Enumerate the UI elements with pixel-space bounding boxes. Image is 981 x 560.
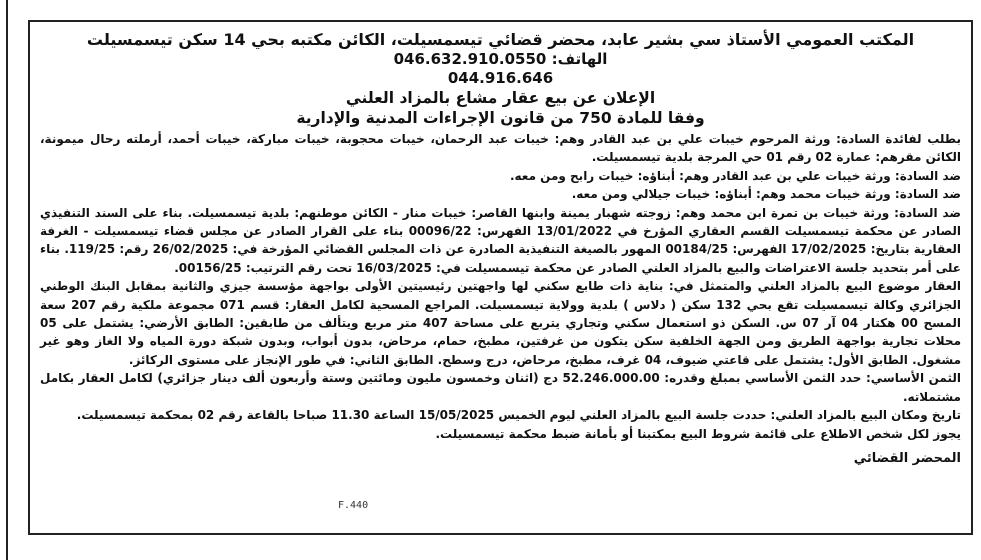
phone-number-2: 044.916.646 — [447, 69, 554, 87]
auction-notice — [28, 20, 973, 535]
phone-number-1: 046.632.910.0550 — [393, 50, 547, 68]
legal-basis: وفقا للمادة 750 من قانون الإجراءات المدنية والإدارية — [296, 109, 705, 127]
paragraph-base-price: الثمن الأساسي: حدد الثمن الأساسي بمبلغ وقدره: 52.246.000.00 دج (اثنان وخمسون مليون ومائتين وستة وأربعون ألف دينار جزائري) لكامل العقار بكامل مشتملاته. — [40, 371, 961, 404]
reference-code: F.440 — [338, 500, 369, 511]
notice-header — [40, 30, 961, 128]
notice-body — [40, 130, 961, 443]
paragraph-consultation: يجوز لكل شخص الاطلاع على قائمة شروط البيع بمكتبنا أو بأمانة ضبط محكمة تيسمسيلت. — [435, 426, 961, 441]
paragraph-defendant-1: ضد السادة: ورثة خيبات علي بن عبد القادر وهم: أبناؤه: خيبات رابح ومن معه. — [509, 168, 961, 183]
signature: المحضر القضائي — [853, 450, 961, 466]
paragraph-sale-date: تاريخ ومكان البيع بالمزاد العلني: حددت جلسة البيع بالمزاد العلني ليوم الخميس 15/05/2025 الساعة 11.30 صباحا بالقاعة رقم 02 بمحكمة تيسمسيلت. — [76, 408, 961, 423]
office-line: المكتب العمومي الأستاذ سي بشير عابد، محضر قضائي تيسمسيلت، الكائن مكتبه بحي 14 سكن تيسمسيلت — [86, 30, 915, 49]
paragraph-claimants: بطلب لفائدة السادة: ورثة المرحوم خيبات علي بن عبد القادر وهم: خيبات عبد الرحمان، خيبات محجوبة، خيبات مباركة، خيبات أحمد، أرملته رحال ميمونة، الكائن مقرهم: عمارة 02 رقم 01 حي المرجة بلدية تيسمسيلت. — [40, 132, 961, 165]
column-divider — [6, 0, 8, 560]
phone-line — [40, 50, 961, 69]
phone-label: الهاتف: — [551, 50, 608, 68]
notice-title: الإعلان عن بيع عقار مشاع بالمزاد العلني — [345, 89, 656, 107]
paragraph-defendant-3: ضد السادة: ورثة خيبات بن تمرة ابن محمد وهم: زوجته شهبار يمينة وابنها القاصر: خيبات منار - الكائن موطنهم: بلدية تيسمسيلت. بناء على السند التنفيذي الصادر عن محكمة تيسمسيلت القسم العقاري المؤرخ في 13/01/2022 الفهرس: 00096/22 بناء على القرار الصادر عن مجلس قضاء تيسمسيلت - الغرفة العقارية بتاريخ: 17/02/2025 الفهرس: 00184/25 المهور بالصيغة التنفيذية الصادرة عن ذات المجلس القضائي المؤرخة في: 26/02/2025 رقم: 119/25. بناء على أمر بتحديد جلسة الاعتراضات والبيع بالمزاد العلني الصادر عن محكمة تيسمسيلت في: 16/03/2025 تحت رقم الترتيب: 00156/25. — [40, 205, 962, 275]
paragraph-defendant-2: ضد السادة: ورثة خيبات محمد وهم: أبناؤه: خيبات جيلالي ومن معه. — [571, 187, 961, 202]
paragraph-property: العقار موضوع البيع بالمزاد العلني والمتمثل في: بناية ذات طابع سكني لها واجهتين رئيسيتين الأولى بواجهة مؤسسة جيزي والثانية بمقابل البنك الوطني الجزائري وكالة تيسمسيلت تقع بحي 132 سكن ( دلاس ) بلدية وولاية تيسمسيلت. المراجع المسحية لكامل العقار: قسم 071 مجموعة ملكية رقم 207 سعة المسح 00 هكتار 04 آر 07 س. السكن ذو استعمال سكني وتجاري يتربع على مساحة 407 متر مربع ويتألف من طابقين: الطابق الأرضي: يشتمل على 05 محلات تجارية بواجهة الطريق ومن الجهة الخلفية سكن يتكون من غرفتين، مطبخ، حمام، مرحاض، بدون أبواب، وبدون شبكة دورة المياه ولا الغاز وهو غير مشغول. الطابق الأول: يشتمل على قاعتي ضيوف، 04 غرف، مطبخ، مرحاض، درج وسطح. الطابق الثاني: في طور الإنجاز على مستوى الركائز. — [40, 279, 961, 367]
